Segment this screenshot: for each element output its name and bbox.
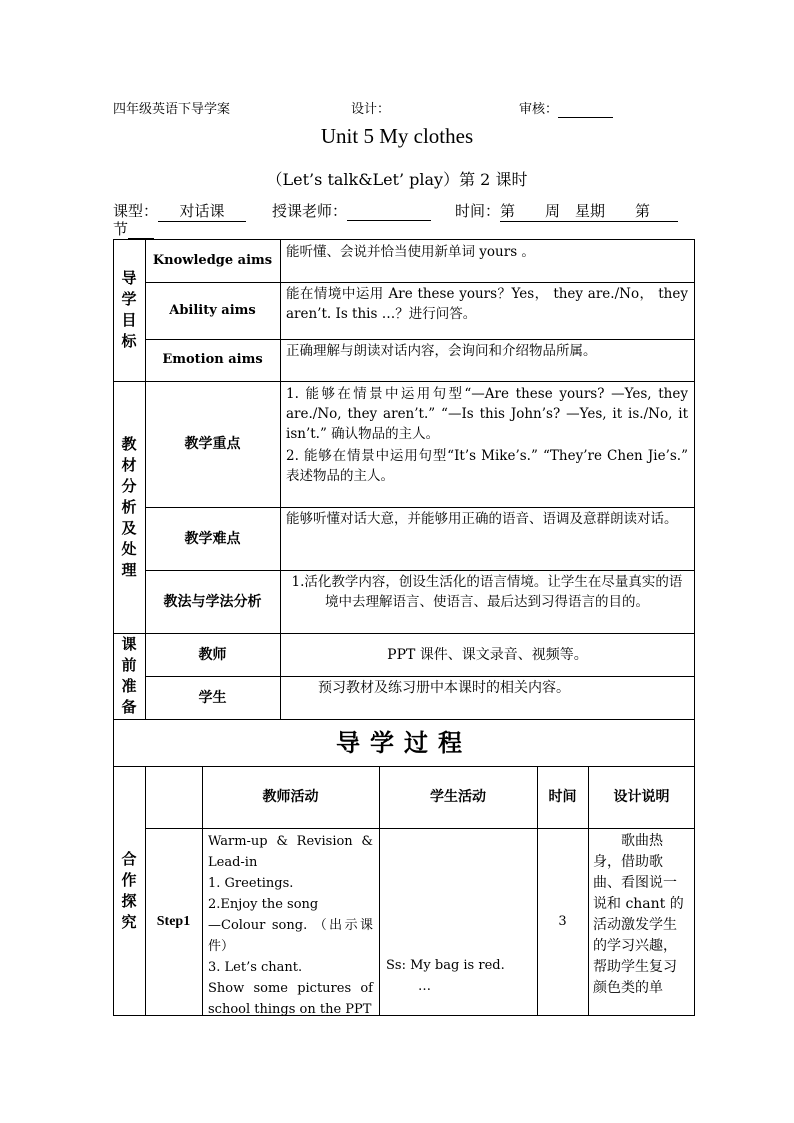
prep-teacher-text: PPT 课件、课文录音、视频等。 — [387, 646, 588, 663]
col-design-note: 设计说明 — [613, 789, 670, 805]
time-value: 第 周 星期 第 — [500, 200, 678, 222]
teacher-line-5: 3. Let’s chant. — [208, 960, 303, 975]
difficult-points-text: 能够听懂对话大意，并能够用正确的语音、语调及意群朗读对话。 — [286, 511, 678, 527]
teacher-line-3: 2.Enjoy the song — [208, 897, 319, 912]
review-label: 审核： — [519, 102, 559, 117]
prep-teacher-label: 教师 — [198, 646, 227, 663]
teacher-line-6: Show some pictures of school things on the PPT — [208, 981, 373, 1017]
process-group — [113, 766, 145, 1016]
key-points-text-1: 1. 能够在情景中运用句型“—Are these yours? —Yes, they are./No, they aren’t.” “—Is this John’s? —Yes, it is./No, it isn’t.” 确认物品的主人。 — [286, 386, 688, 442]
step-time: 3 — [558, 914, 567, 929]
teacher-line-1: Warm-up & Revision & Lead-in — [208, 834, 373, 870]
col-teacher-activity: 教师活动 — [262, 789, 319, 805]
page-title: Unit 5 My clothes — [320, 124, 474, 148]
process-title: 导学过程 — [336, 727, 472, 757]
prep-student-label: 学生 — [198, 689, 227, 706]
prep-group-label: 课前准备 — [121, 635, 137, 716]
page-subtitle: （Let’s talk&Let’ play）第 2 课时 — [266, 170, 528, 189]
ability-aims-label: Ability aims — [169, 302, 256, 318]
design-label: 设计： — [351, 102, 391, 117]
doc-type: 四年级英语下导学案 — [113, 102, 231, 117]
student-line-1: Ss: My bag is red. — [386, 958, 505, 973]
student-line-2: … — [418, 979, 431, 994]
time-line2 — [113, 218, 154, 239]
student-activity — [386, 955, 505, 997]
analysis-group-label: 教材分析及处理 — [121, 434, 137, 579]
teacher-label: 授课老师： — [272, 202, 348, 220]
prep-group — [113, 633, 145, 719]
process-group-label: 合作探究 — [121, 850, 137, 931]
time-line2-text: 节 — [113, 220, 129, 238]
teacher-line-4: —Colour song. （出示课件） — [208, 918, 373, 954]
prep-student-text: 预习教材及练习册中本课时的相关内容。 — [318, 680, 570, 696]
key-points-text-2: 2. 能够在情景中运用句型“It’s Mike’s.” “They’re Chen Jie’s.” 表述物品的主人。 — [286, 448, 688, 484]
teacher-line-2: 1. Greetings. — [208, 876, 294, 891]
review-field — [519, 98, 613, 118]
ability-aims-text: 能在情境中运用 Are these yours？Yes， they are./No， they aren’t. Is this …？进行问答。 — [286, 286, 688, 322]
method-text: 1.活化教学内容，创设生活化的语言情境。让学生在尽量真实的语境中去理解语言、使语言、最后达到习得语言的目的。 — [291, 574, 683, 610]
analysis-group — [113, 381, 145, 633]
design-note: 歌曲热身，借助歌曲、看图说一说和 chant 的活动激发学生的学习兴趣，帮助学生复习颜色类的单 — [593, 833, 684, 996]
lesson-type-value: 对话课 — [158, 200, 246, 222]
time-field — [455, 200, 678, 222]
time-label: 时间： — [455, 202, 501, 220]
emotion-aims-text: 正确理解与朗读对话内容，会询问和介绍物品所属。 — [286, 343, 597, 359]
knowledge-aims-label: Knowledge aims — [152, 252, 273, 268]
lesson-type-label: 课型： — [113, 202, 159, 220]
aims-group-label: 导学目标 — [121, 269, 137, 350]
col-time: 时间 — [548, 789, 577, 805]
key-points-label: 教学重点 — [184, 436, 241, 452]
difficult-points-label: 教学难点 — [184, 530, 241, 547]
emotion-aims-label: Emotion aims — [162, 352, 263, 367]
teacher-activity — [208, 831, 373, 1020]
aims-group — [113, 239, 145, 381]
review-blank — [558, 102, 613, 118]
method-label: 教法与学法分析 — [163, 593, 262, 610]
col-student-activity: 学生活动 — [430, 789, 486, 805]
teacher-field — [272, 200, 431, 221]
knowledge-aims-text: 能听懂、会说并恰当使用新单词 yours 。 — [286, 244, 535, 260]
meta-underline-row — [170, 221, 590, 240]
step-label: Step1 — [156, 914, 191, 929]
teacher-blank — [347, 202, 431, 221]
